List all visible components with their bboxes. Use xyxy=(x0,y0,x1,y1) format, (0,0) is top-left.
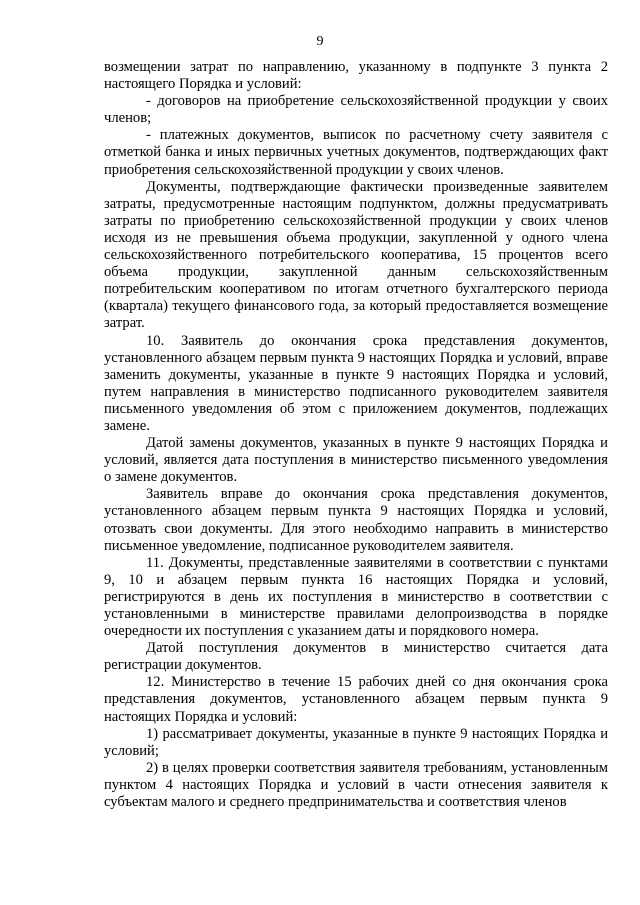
paragraph-payment-documents-item: - платежных документов, выписок по расчетному счету заявителя с отметкой банка и иных первичных учетных документов, подтверждающих факт приобретения сельскохозяйственной продукции у своих членов. xyxy=(104,127,608,178)
paragraph-clause-11: 11. Документы, представленные заявителями в соответствии с пунктами 9, 10 и абзацем первым пункта 16 настоящих Порядка и условий, регистрируются в день их поступления в министерство в соответствии с установленными в министерстве правилами делопроизводства в порядке очередности их поступления с указанием даты и порядкового номера. xyxy=(104,554,608,640)
paragraph-receipt-date: Датой поступления документов в министерство считается дата регистрации документов. xyxy=(104,640,608,674)
paragraph-continuation: возмещении затрат по направлению, указанному в подпункте 3 пункта 2 настоящего Порядка и условий: xyxy=(104,59,608,93)
paragraph-clause-12: 12. Министерство в течение 15 рабочих дней со дня окончания срока представления документов, установленного абзацем первым пункта 9 настоящих Порядка и условий: xyxy=(104,674,608,725)
paragraph-contracts-item: - договоров на приобретение сельскохозяйственной продукции у своих членов; xyxy=(104,93,608,127)
paragraph-clause-12-item-2: 2) в целях проверки соответствия заявителя требованиям, установленным пунктом 4 настоящих Порядка и условий в части отнесения заявителя к субъектам малого и среднего предпринимательства и соответствия членов xyxy=(104,759,608,811)
paragraph-confirming-documents: Документы, подтверждающие фактически произведенные заявителем затраты, предусмотренные настоящим подпунктом, должны предусматривать затраты по приобретению сельскохозяйственной продукции у своих членов исходя из не превышения объема продукции, закупленной у одного члена сельскохозяйственного потребительского кооператива, 15 процентов всего объема продукции, закупленной данным сельскохозяйственным потребительским кооперативом по итогам отчетного бухгалтерского периода (квартала) текущего финансового года, за который предоставляется возмещение затрат. xyxy=(104,178,608,332)
paragraph-replacement-date: Датой замены документов, указанных в пункте 9 настоящих Порядка и условий, является дата поступления в министерство письменного уведомления о замене документов. xyxy=(104,435,608,486)
paragraph-withdrawal: Заявитель вправе до окончания срока представления документов, установленного абзацем первым пункта 9 настоящих Порядка и условий, отозвать свои документы. Для этого необходимо направить в министерство письменное уведомление, подписанное руководителем заявителя. xyxy=(104,486,608,554)
page-number: 9 xyxy=(316,34,324,49)
paragraph-clause-10: 10. Заявитель до окончания срока представления документов, установленного абзацем первым пункта 9 настоящих Порядка и условий, вправе заменить документы, указанные в пункте 9 настоящих Порядка и условий, путем направления в министерство подписанного руководителем заявителя письменного уведомления об этом с приложением документов, подлежащих замене. xyxy=(104,332,608,434)
document-body xyxy=(104,59,608,811)
paragraph-clause-12-item-1: 1) рассматривает документы, указанные в пункте 9 настоящих Порядка и условий; xyxy=(104,725,608,759)
